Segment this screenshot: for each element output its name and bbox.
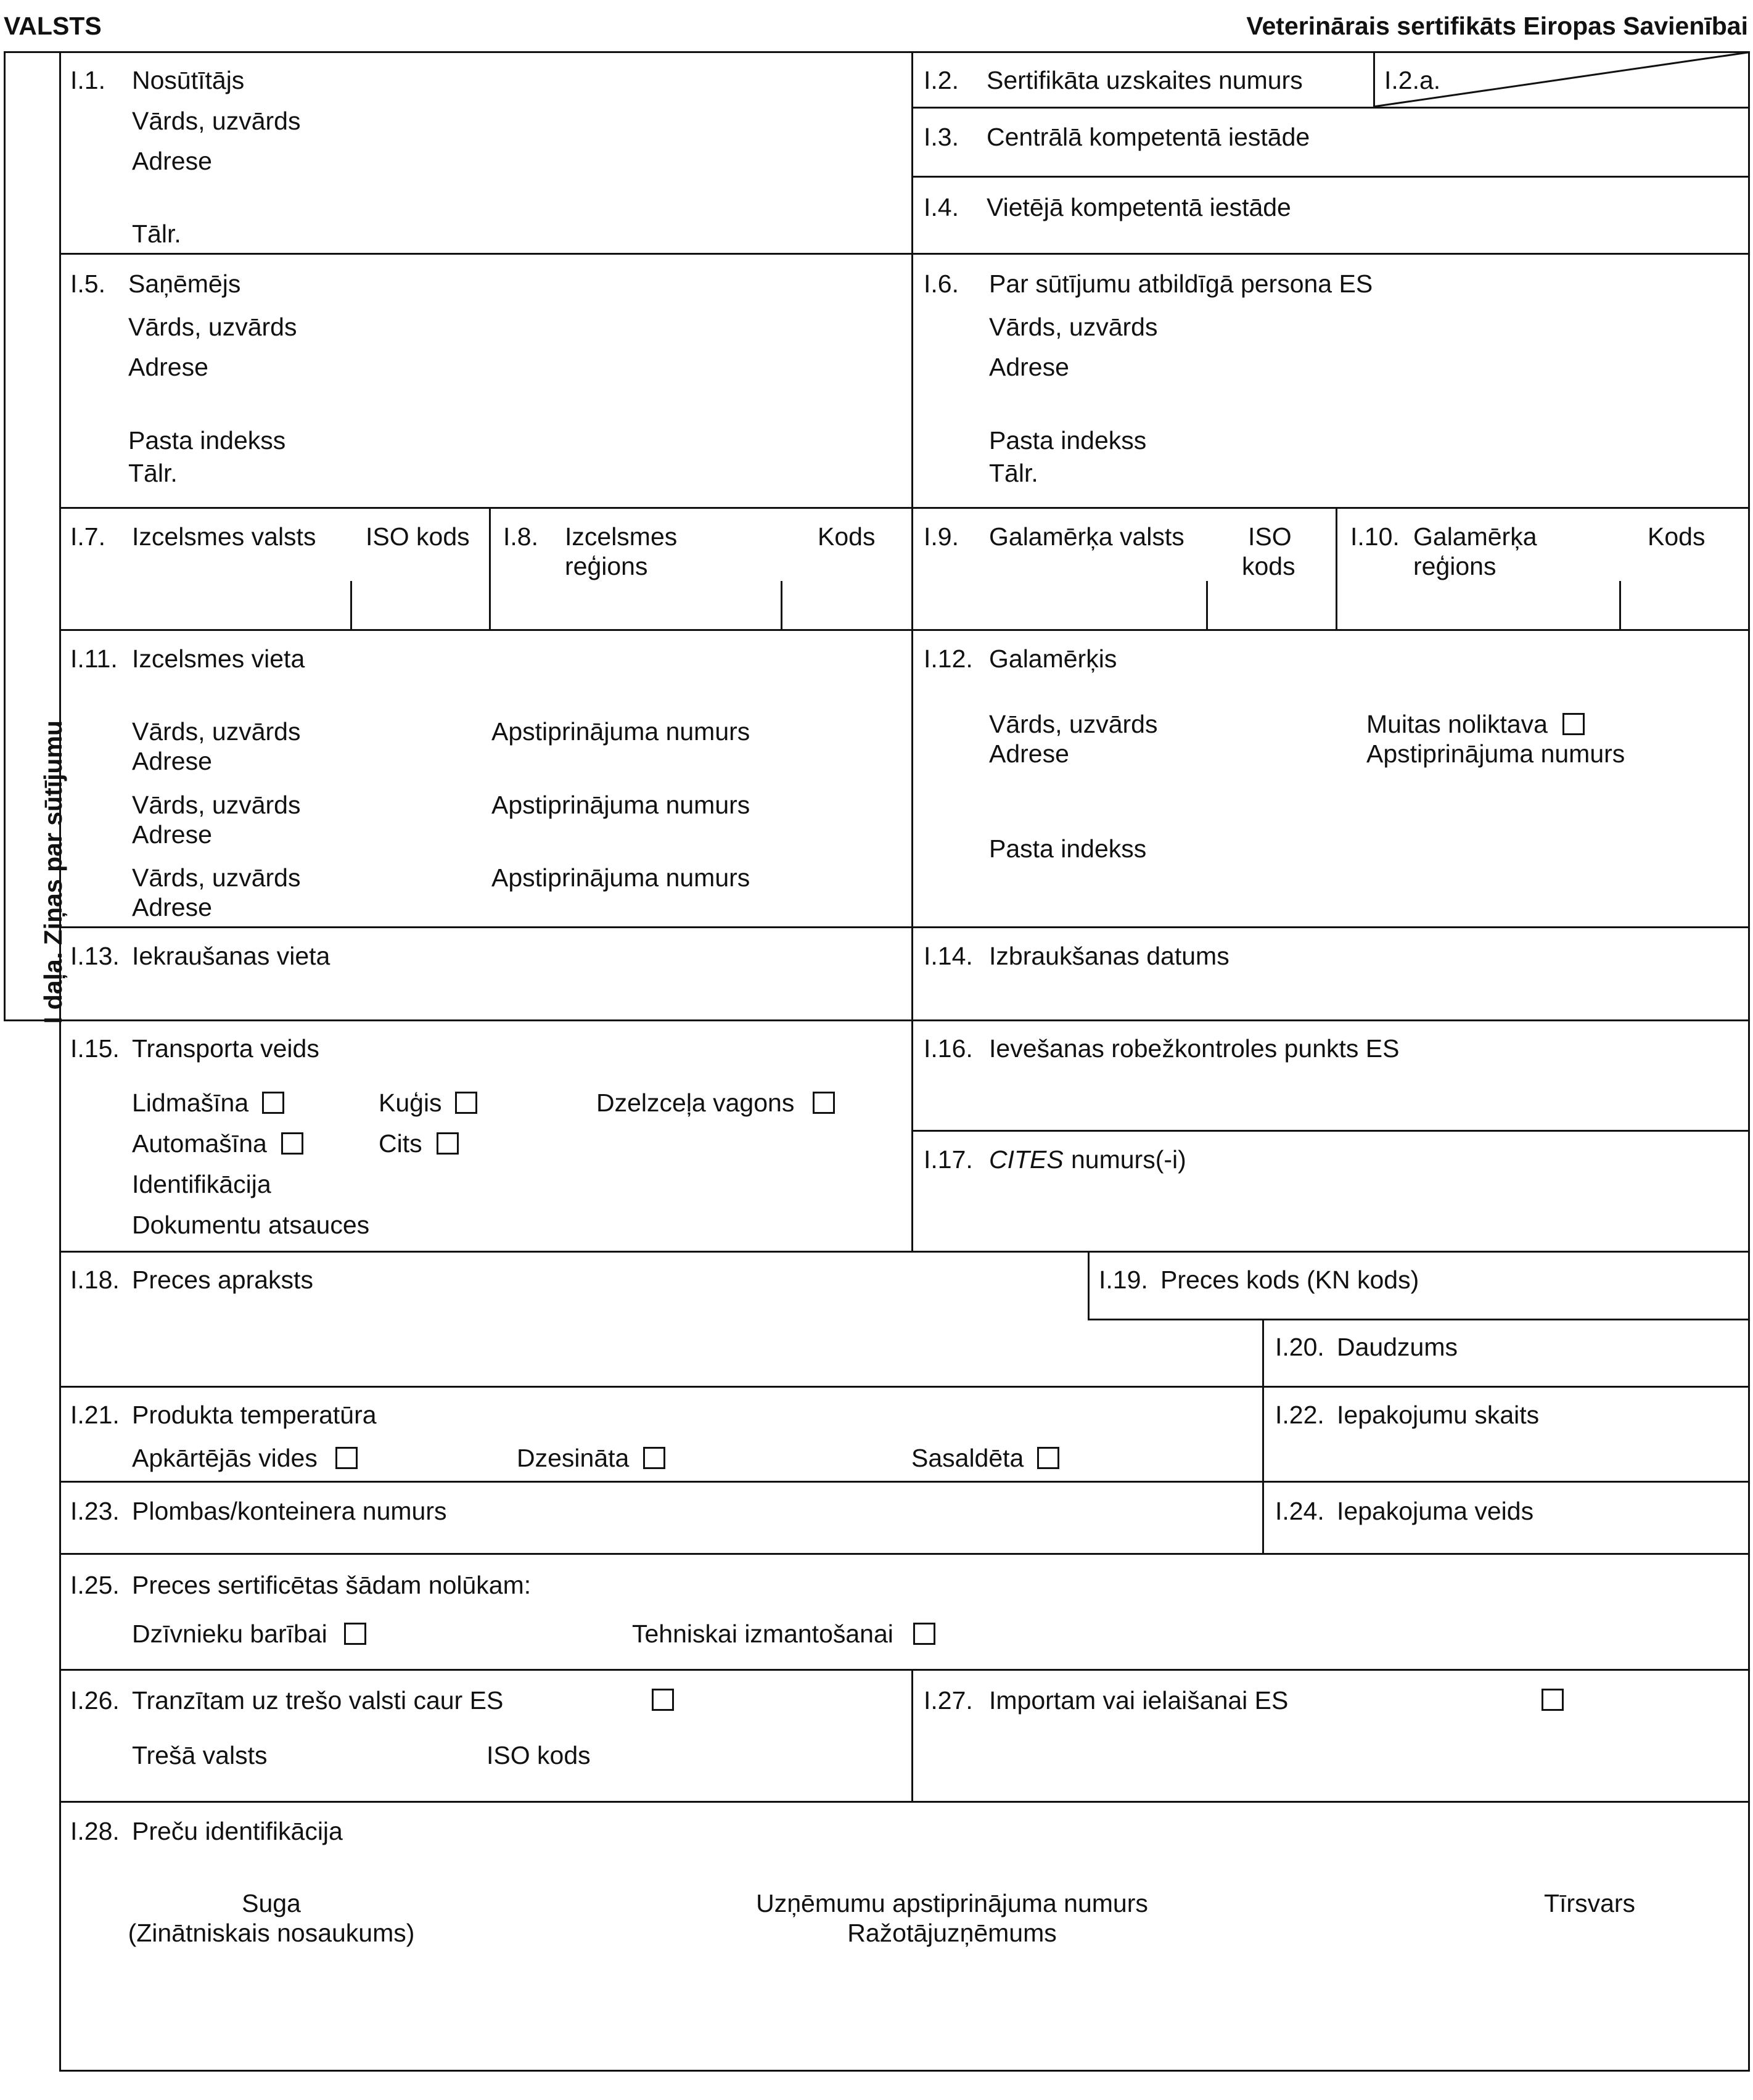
box-title: Plombas/konteinera numurs: [132, 1497, 447, 1525]
aircraft-label: Lidmašīna: [132, 1089, 249, 1117]
cites-label: CITES: [989, 1145, 1064, 1174]
address-label: Adrese: [128, 353, 208, 381]
box-title: Preces kods (KN kods): [1160, 1266, 1419, 1294]
box-number: I.5.: [70, 270, 105, 298]
box-number: I.4.: [924, 193, 959, 221]
ambient-label: Apkārtējās vides: [132, 1444, 318, 1472]
box-title: Tranzītam uz trešo valsti caur ES: [132, 1686, 504, 1715]
code-label: Kods: [818, 522, 876, 551]
ship-checkbox[interactable]: [455, 1092, 477, 1114]
box-number: I.19.: [1099, 1266, 1148, 1294]
entry-2-name-label: Vārds, uzvārds: [132, 791, 301, 819]
box-title: Produkta temperatūra: [132, 1401, 377, 1429]
country-header: VALSTS: [4, 12, 102, 40]
box-title: Iekraušanas vieta: [132, 942, 330, 970]
name-label: Vārds, uzvārds: [132, 107, 301, 135]
iso-code-label: ISO kods: [366, 522, 470, 551]
animal-feed-label: Dzīvnieku barībai: [132, 1620, 327, 1648]
entry-1-approval-label: Apstiprinājuma numurs: [491, 717, 750, 746]
box-title-line-1: Galamērķa: [1413, 522, 1537, 551]
rail-checkbox[interactable]: [813, 1092, 835, 1114]
iso-code-label: ISO kods: [486, 1741, 591, 1769]
animal-feed-checkbox[interactable]: [344, 1623, 366, 1645]
box-title: Par sūtījumu atbildīgā persona ES: [989, 270, 1373, 298]
box-number: I.28.: [70, 1817, 120, 1845]
box-number: I.10.: [1350, 522, 1400, 551]
frozen-label: Sasaldēta: [911, 1444, 1024, 1472]
technical-use-label: Tehniskai izmantošanai: [632, 1620, 893, 1648]
box-number: I.17.: [924, 1145, 973, 1174]
box-number: I.18.: [70, 1266, 120, 1294]
manufacturing-plant-column-subheader: Ražotājuzņēmums: [847, 1919, 1057, 1947]
box-number: I.14.: [924, 942, 973, 970]
road-checkbox[interactable]: [281, 1132, 303, 1155]
address-label: Adrese: [989, 353, 1069, 381]
entry-3-approval-label: Apstiprinājuma numurs: [491, 863, 750, 892]
code-label: Kods: [1648, 522, 1706, 551]
scientific-name-column-subheader: (Zinātniskais nosaukums): [128, 1919, 415, 1947]
chilled-label: Dzesināta: [517, 1444, 630, 1472]
box-number: I.20.: [1275, 1333, 1324, 1361]
chilled-checkbox[interactable]: [643, 1447, 665, 1469]
entry-2-address-label: Adrese: [132, 820, 212, 849]
box-title: Izcelsmes vieta: [132, 644, 305, 673]
box-number: I.24.: [1275, 1497, 1324, 1525]
box-title: Galamērķis: [989, 644, 1117, 673]
box-number: I.13.: [70, 942, 120, 970]
box-number: I.2.a.: [1384, 66, 1441, 94]
entry-1-name-label: Vārds, uzvārds: [132, 717, 301, 746]
box-title: Importam vai ielaišanai ES: [989, 1686, 1289, 1715]
approval-number-column-header: Uzņēmumu apstiprinājuma numurs: [756, 1889, 1148, 1917]
import-checkbox[interactable]: [1542, 1689, 1564, 1711]
box-title: Centrālā kompetentā iestāde: [987, 123, 1310, 151]
box-title: Galamērķa valsts: [989, 522, 1184, 551]
entry-3-address-label: Adrese: [132, 893, 212, 921]
box-title: Sertifikāta uzskaites numurs: [987, 66, 1303, 94]
customs-warehouse-label: Muitas noliktava: [1366, 710, 1548, 738]
third-country-label: Trešā valsts: [132, 1741, 268, 1769]
box-title: Izbraukšanas datums: [989, 942, 1230, 970]
approval-label: Apstiprinājuma numurs: [1366, 739, 1625, 768]
box-title: Nosūtītājs: [132, 66, 245, 94]
box-title: Vietējā kompetentā iestāde: [987, 193, 1291, 221]
postcode-label: Pasta indekss: [989, 426, 1147, 455]
entry-1-address-label: Adrese: [132, 747, 212, 775]
box-title: Daudzums: [1337, 1333, 1458, 1361]
box-number: I.8.: [503, 522, 538, 551]
box-number: I.12.: [924, 644, 973, 673]
box-number: I.25.: [70, 1571, 120, 1599]
tel-label: Tālr.: [989, 459, 1038, 487]
iso-label-line-2: kods: [1242, 552, 1295, 580]
box-title: Preču identifikācija: [132, 1817, 343, 1845]
road-label: Automašīna: [132, 1129, 267, 1158]
box-title: Preces sertificētas šādam nolūkam:: [132, 1571, 532, 1599]
box-number: I.23.: [70, 1497, 120, 1525]
tel-label: Tālr.: [128, 459, 178, 487]
identification-label: Identifikācija: [132, 1170, 271, 1198]
customs-warehouse-checkbox[interactable]: [1562, 713, 1585, 735]
technical-use-checkbox[interactable]: [913, 1623, 935, 1645]
box-number: I.22.: [1275, 1401, 1324, 1429]
box-title: Izcelsmes valsts: [132, 522, 316, 551]
postcode-label: Pasta indekss: [128, 426, 286, 455]
box-title-line-2: reģions: [1413, 552, 1496, 580]
iso-label-line-1: ISO: [1248, 522, 1292, 551]
documents-label: Dokumentu atsauces: [132, 1211, 370, 1239]
box-title: Transporta veids: [132, 1034, 319, 1063]
other-label: Cits: [379, 1129, 422, 1158]
name-label: Vārds, uzvārds: [989, 313, 1158, 341]
other-checkbox[interactable]: [437, 1132, 459, 1155]
numbers-label: numurs(-i): [1071, 1145, 1186, 1174]
entry-3-name-label: Vārds, uzvārds: [132, 863, 301, 892]
box-number: I.2.: [924, 66, 959, 94]
rail-label: Dzelzceļa vagons: [596, 1089, 795, 1117]
box-number: I.21.: [70, 1401, 120, 1429]
box-title: Saņēmējs: [128, 270, 241, 298]
net-weight-column-header: Tīrsvars: [1544, 1889, 1636, 1917]
box-number: I.26.: [70, 1686, 120, 1715]
address-label: Adrese: [132, 147, 212, 175]
box-title-line-1: Izcelsmes: [565, 522, 678, 551]
box-number: I.3.: [924, 123, 959, 151]
aircraft-checkbox[interactable]: [262, 1092, 284, 1114]
certificate-title: Veterinārais sertifikāts Eiropas Savienībai: [1246, 12, 1748, 40]
box-number: I.27.: [924, 1686, 973, 1715]
box-title: Iepakojumu skaits: [1337, 1401, 1540, 1429]
box-number: I.15.: [70, 1034, 120, 1063]
box-title: Ievešanas robežkontroles punkts ES: [989, 1034, 1400, 1063]
ambient-checkbox[interactable]: [335, 1447, 358, 1469]
box-title: Iepakojuma veids: [1337, 1497, 1534, 1525]
box-number: I.1.: [70, 66, 105, 94]
box-number: I.6.: [924, 270, 959, 298]
postcode-label: Pasta indekss: [989, 834, 1147, 863]
transit-checkbox[interactable]: [652, 1689, 674, 1711]
box-number: I.7.: [70, 522, 105, 551]
box-number: I.9.: [924, 522, 959, 551]
frozen-checkbox[interactable]: [1037, 1447, 1059, 1469]
species-column-header: Suga: [242, 1889, 301, 1917]
entry-2-approval-label: Apstiprinājuma numurs: [491, 791, 750, 819]
name-label: Vārds, uzvārds: [989, 710, 1158, 738]
ship-label: Kuģis: [379, 1089, 442, 1117]
box-number: I.11.: [70, 644, 118, 673]
part-one-side-label: I daļa. Ziņas par sūtījumu: [39, 720, 67, 1024]
box-title-line-2: reģions: [565, 552, 648, 580]
box-number: I.16.: [924, 1034, 973, 1063]
box-title: Preces apraksts: [132, 1266, 313, 1294]
tel-label: Tālr.: [132, 220, 181, 248]
name-label: Vārds, uzvārds: [128, 313, 297, 341]
address-label: Adrese: [989, 739, 1069, 768]
